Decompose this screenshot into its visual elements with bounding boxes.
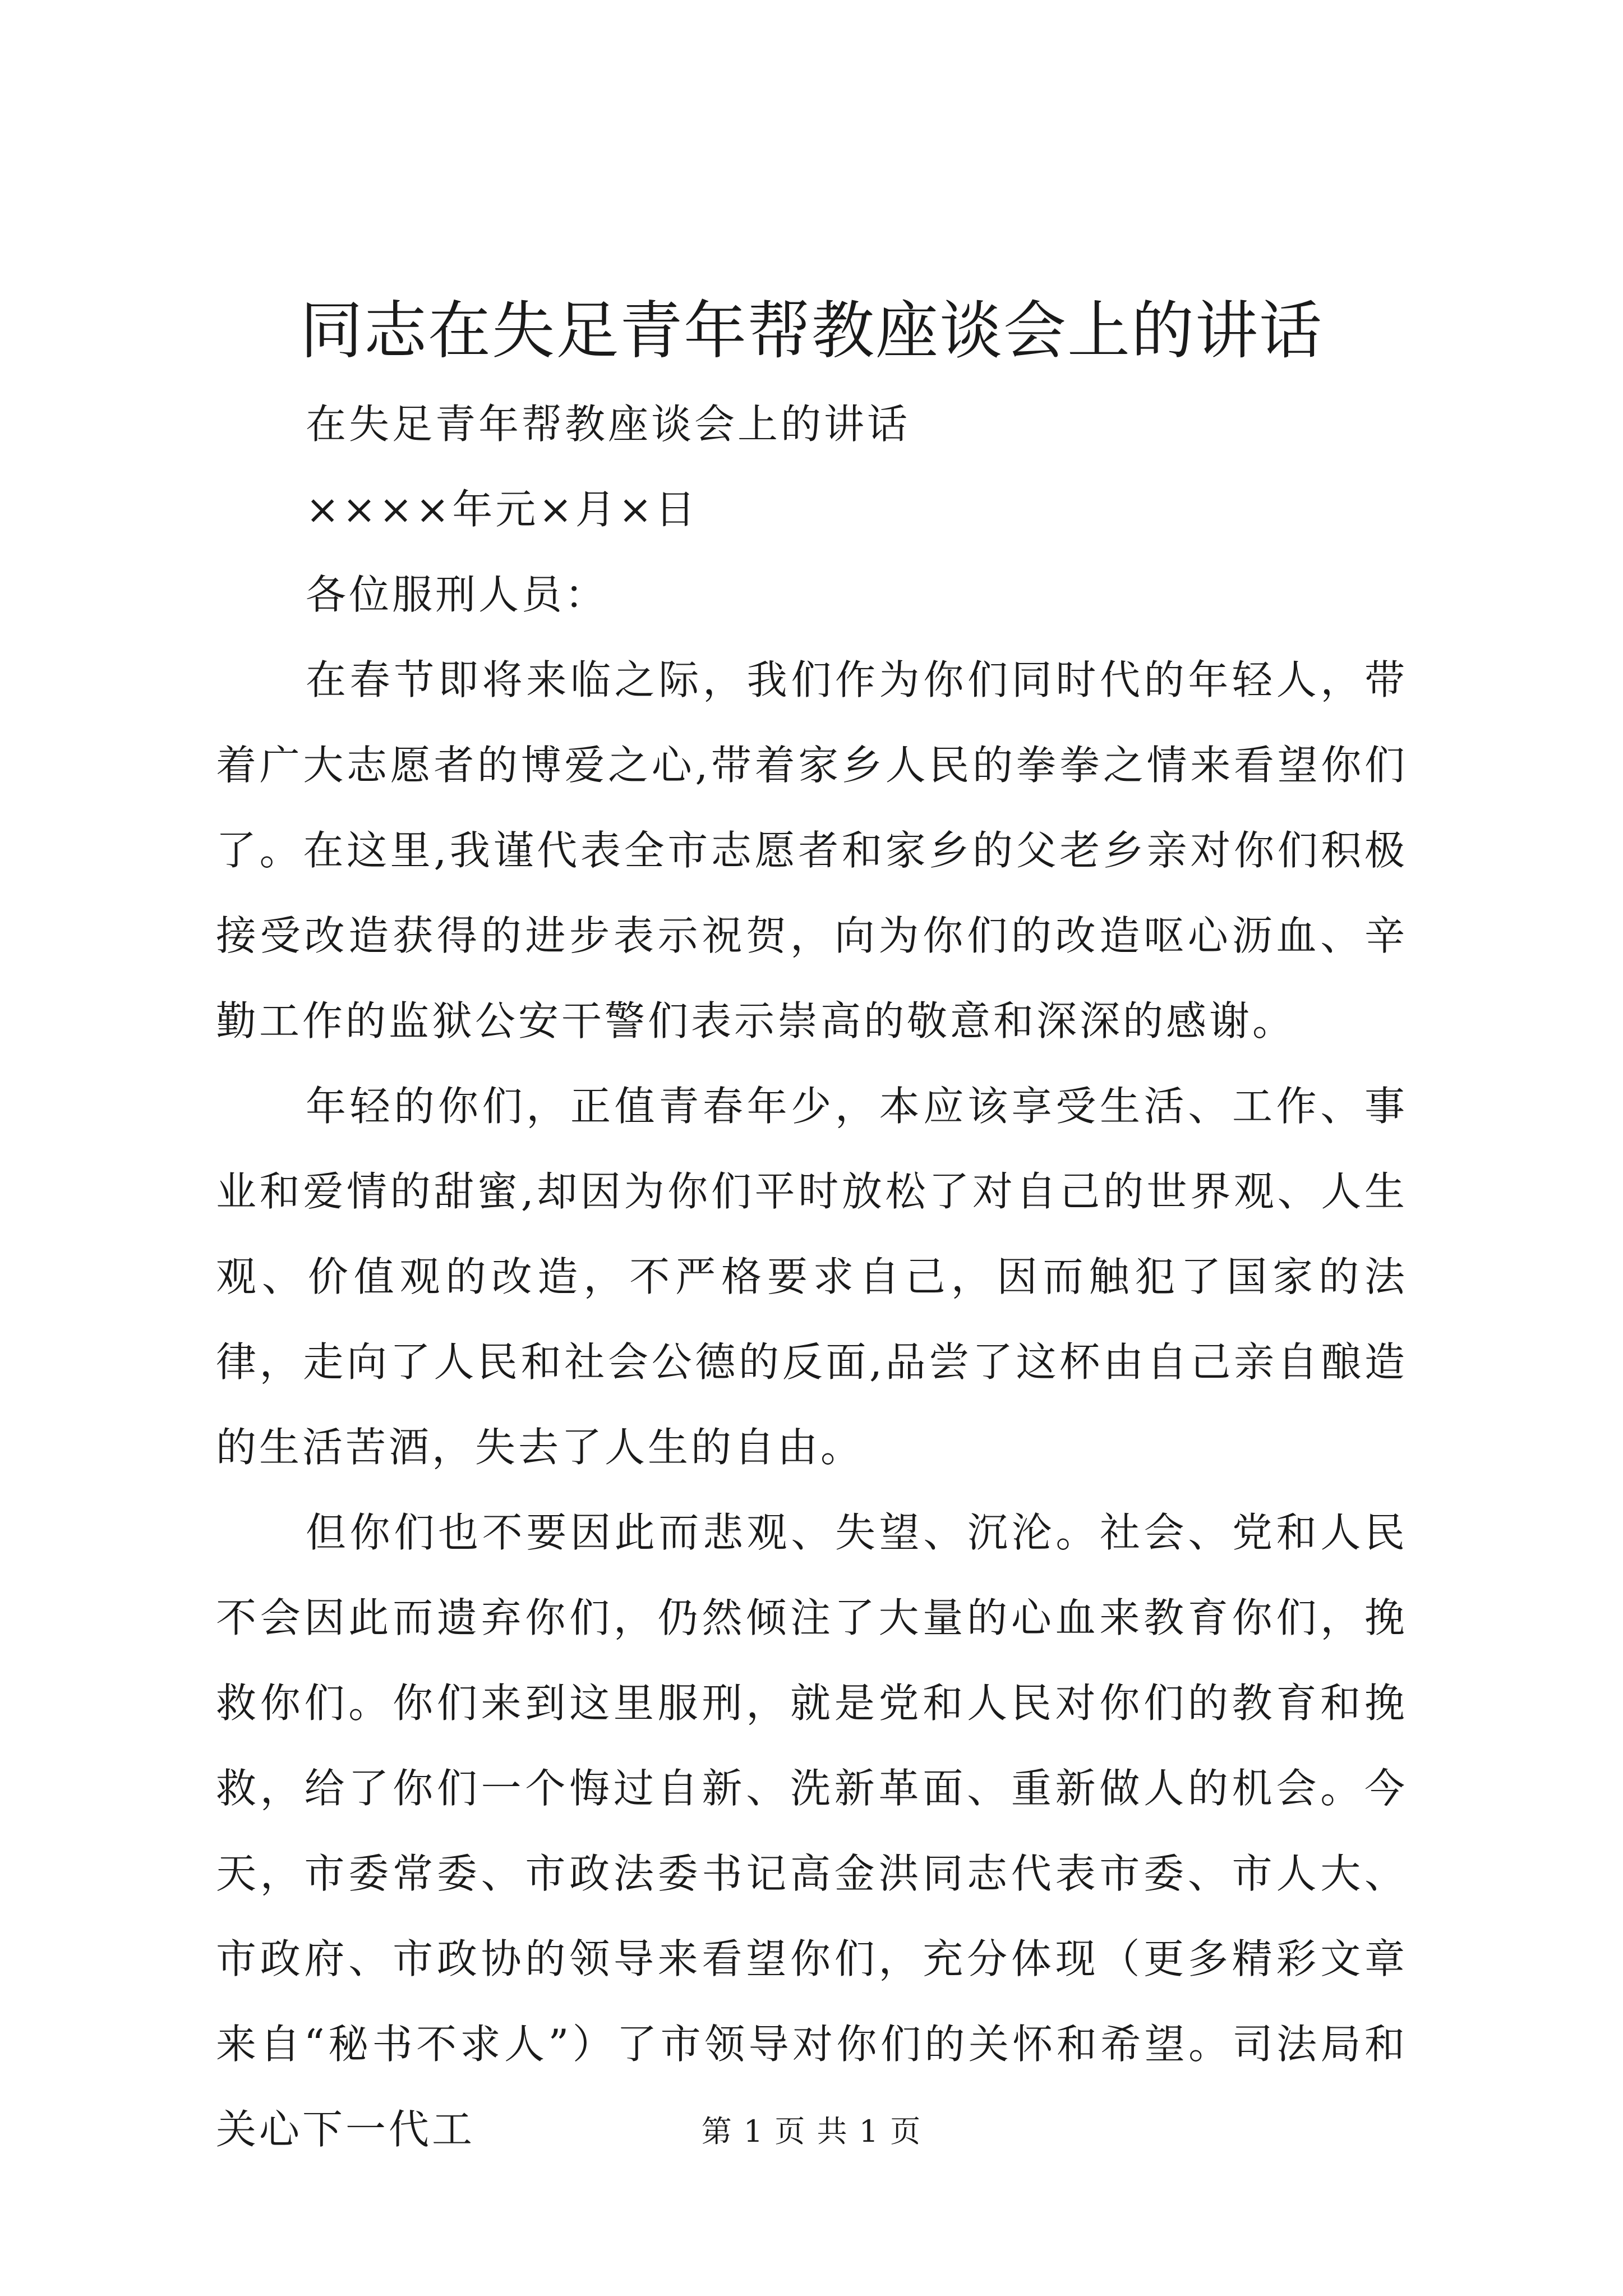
subtitle-paragraph: 在失足青年帮教座谈会上的讲话 bbox=[306, 401, 911, 448]
body-paragraph: 在春节即将来临之际，我们作为你们同时代的年轻人，带着广大志愿者的博爱之心,带着家乡人民的拳拳之情来看望你们了。在这里,我谨代表全市志愿者和家乡的父老乡亲对你们积极接受改造获得的进步表示祝贺，向为你们的改造呕心沥血、辛勤工作的监狱公安干警们表示崇高的敬意和深深的感谢。 bbox=[216, 656, 1408, 1045]
document-title: 同志在失足青年帮教座谈会上的讲话 bbox=[300, 295, 1323, 367]
body-paragraph: 但你们也不要因此而悲观、失望、沉沦。社会、党和人民不会因此而遗弃你们，仍然倾注了大量的心血来教育你们，挽救你们。你们来到这里服刑，就是党和人民对你们的教育和挽救，给了你们一个悔过自新、洗新革面、重新做人的机会。今天，市委常委、市政法委书记高金洪同志代表市委、市人大、市政府、市政协的领导来看望你们，充分体现（更多精彩文章来自“秘书不求人”）了市领导对你们的关怀和希望。司法局和关心下一代工 bbox=[216, 1509, 1408, 2153]
page-number-footer: 第 1 页 共 1 页 bbox=[701, 2114, 922, 2149]
date-paragraph: ××××年元×月×日 bbox=[306, 486, 698, 533]
salutation-paragraph: 各位服刑人员： bbox=[306, 571, 608, 618]
document-body bbox=[216, 381, 1408, 2172]
body-paragraph: 年轻的你们，正值青春年少，本应该享受生活、工作、事业和爱情的甜蜜,却因为你们平时放松了对自己的世界观、人生观、价值观的改造，不严格要求自己，因而触犯了国家的法律，走向了人民和社会公德的反面,品尝了这杯由自己亲自酿造的生活苦酒，失去了人生的自由。 bbox=[216, 1083, 1408, 1471]
